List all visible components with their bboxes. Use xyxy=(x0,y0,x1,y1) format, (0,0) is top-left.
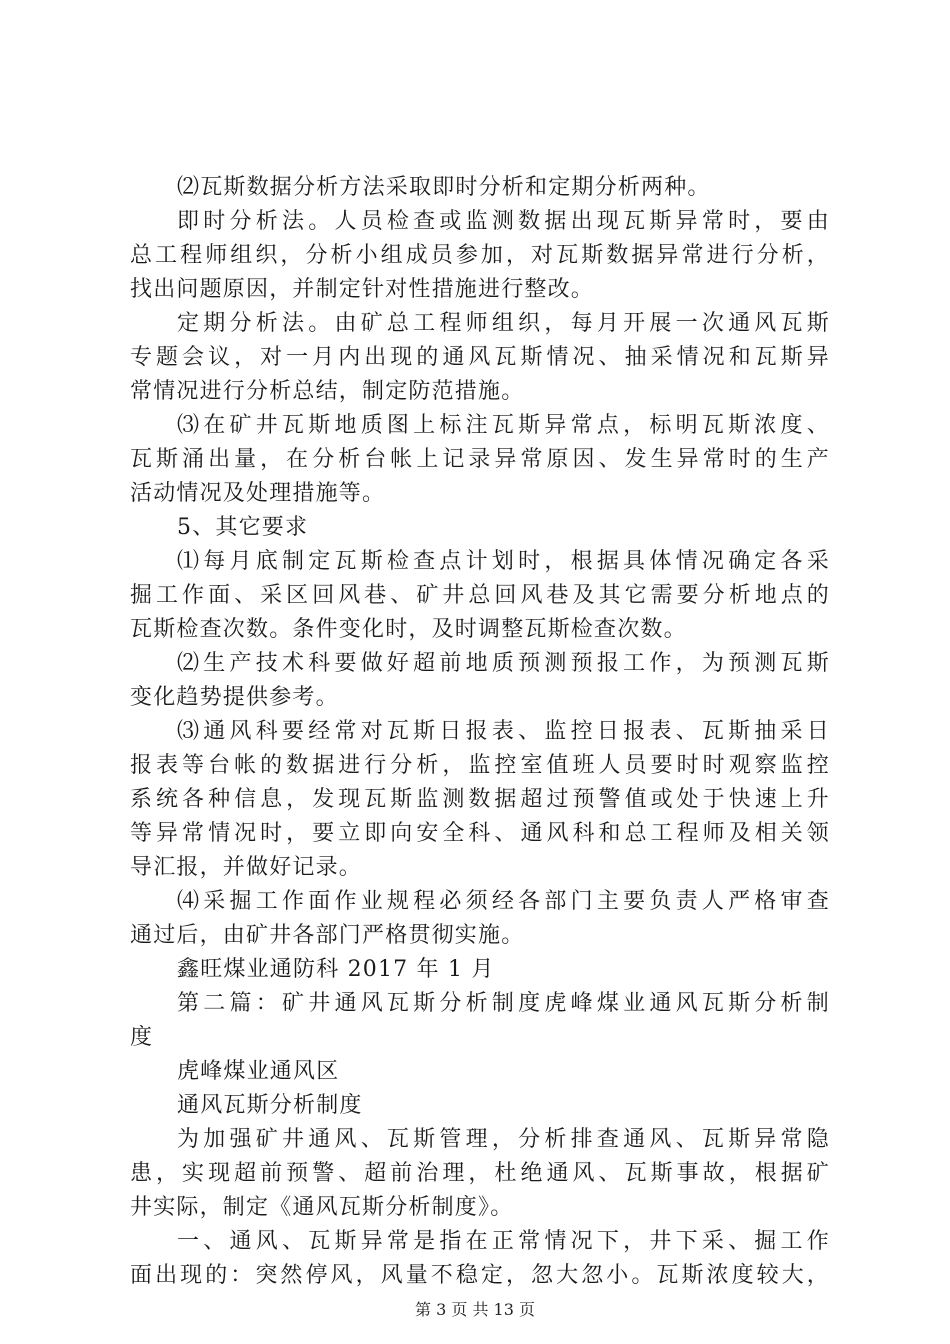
text-line: 报表等台帐的数据进行分析，监控室值班人员要时时观察监控 xyxy=(130,753,830,778)
text-line: 找出问题原因，并制定针对性措施进行整改。 xyxy=(130,277,595,302)
text-line: 一、通风、瓦斯异常是指在正常情况下，井下采、掘工作 xyxy=(177,1229,830,1254)
text-line: ⑵瓦斯数据分析方法采取即时分析和定期分析两种。 xyxy=(177,175,711,200)
text-line: 变化趋势提供参考。 xyxy=(130,685,339,710)
text-line: ⑶通风科要经常对瓦斯日报表、监控日报表、瓦斯抽采日 xyxy=(177,719,830,744)
text-line: 活动情况及处理措施等。 xyxy=(130,481,386,506)
text-line: 井实际，制定《通风瓦斯分析制度》。 xyxy=(130,1195,514,1220)
text-line: 患，实现超前预警、超前治理，杜绝通风、瓦斯事故，根据矿 xyxy=(130,1161,830,1186)
text-line: ⑶在矿井瓦斯地质图上标注瓦斯异常点，标明瓦斯浓度、 xyxy=(177,413,830,438)
text-line: ⑴每月底制定瓦斯检查点计划时，根据具体情况确定各采 xyxy=(177,549,830,574)
text-line: 等异常情况时，要立即向安全科、通风科和总工程师及相关领 xyxy=(130,821,830,846)
document-title: 通风瓦斯分析制度 xyxy=(177,1093,363,1118)
text-line: 总工程师组织，分析小组成员参加，对瓦斯数据异常进行分析， xyxy=(130,243,830,268)
chapter-title-cont: 度 xyxy=(130,1025,154,1050)
text-line: 系统各种信息，发现瓦斯监测数据超过预警值或处于快速上升 xyxy=(130,787,830,812)
text-line: ⑵生产技术科要做好超前地质预测预报工作，为预测瓦斯 xyxy=(177,651,830,676)
chapter-title: 第二篇：矿井通风瓦斯分析制度虎峰煤业通风瓦斯分析制 xyxy=(177,991,830,1016)
text-line: 导汇报，并做好记录。 xyxy=(130,855,363,880)
text-line: 瓦斯涌出量，在分析台帐上记录异常原因、发生异常时的生产 xyxy=(130,447,830,472)
text-line: 即时分析法。人员检查或监测数据出现瓦斯异常时，要由 xyxy=(177,209,830,234)
text-line: ⑷采掘工作面作业规程必须经各部门主要负责人严格审查 xyxy=(177,889,830,914)
text-line: 面出现的：突然停风，风量不稳定，忽大忽小。瓦斯浓度较大， xyxy=(130,1263,830,1288)
text-line: 专题会议，对一月内出现的通风瓦斯情况、抽采情况和瓦斯异 xyxy=(130,345,830,370)
text-line: 瓦斯检查次数。条件变化时，及时调整瓦斯检查次数。 xyxy=(130,617,687,642)
text-line: 定期分析法。由矿总工程师组织，每月开展一次通风瓦斯 xyxy=(177,311,830,336)
text-line: 通过后，由矿井各部门严格贯彻实施。 xyxy=(130,923,525,948)
page-footer: 第 3 页 共 13 页 xyxy=(415,1300,535,1319)
text-line: 为加强矿井通风、瓦斯管理，分析排查通风、瓦斯异常隐 xyxy=(177,1127,830,1152)
section-heading: 5、其它要求 xyxy=(177,515,309,540)
text-line: 常情况进行分析总结，制定防范措施。 xyxy=(130,379,525,404)
signature-line: 鑫旺煤业通防科 2017 年 1 月 xyxy=(177,957,495,982)
department-name: 虎峰煤业通风区 xyxy=(177,1059,340,1084)
text-line: 掘工作面、采区回风巷、矿井总回风巷及其它需要分析地点的 xyxy=(130,583,830,608)
